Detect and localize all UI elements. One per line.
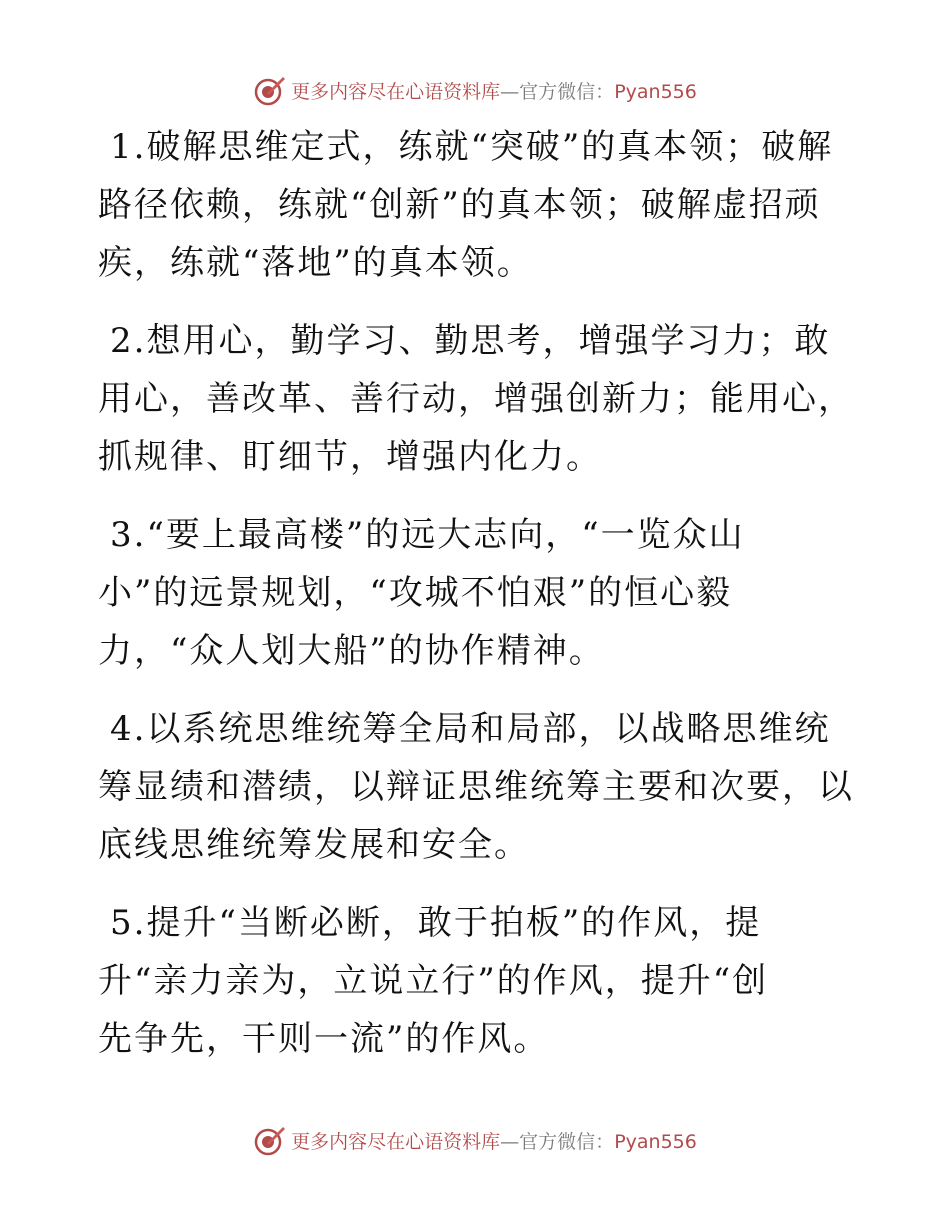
header-watermark [0,70,950,110]
paragraph-text: 以系统思维统筹全局和局部，以战略思维统筹显绩和潜绩，以辩证思维统筹主要和次要，以底线思维统筹发展和安全。 [98,709,854,865]
paragraph-2 [98,312,858,486]
paragraph-3 [98,506,788,680]
watermark-wechat-id: Pyan556 [614,1130,697,1153]
quill-logo-icon [253,73,287,107]
paragraph-number: 4. [110,709,147,749]
watermark-separator: — [500,80,520,103]
footer-watermark [0,1120,950,1160]
paragraph-5 [98,894,788,1068]
paragraph-text: “要上最高楼”的远大志向，“一览众山小”的远景规划，“攻城不怕艰”的恒心毅力，“众人划大船”的协作精神。 [98,515,745,671]
paragraph-number: 3. [110,515,147,555]
paragraph-text: 破解思维定式，练就“突破”的真本领；破解路径依赖，练就“创新”的真本领；破解虚招顽疾，练就“落地”的真本领。 [98,127,834,283]
paragraph-text: 提升“当断必断，敢于拍板”的作风，提升“亲力亲为，立说立行”的作风，提升“创先争先，干则一流”的作风。 [98,903,769,1059]
watermark-wechat-label: 官方微信： [519,1130,615,1153]
paragraph-number: 2. [110,321,147,361]
paragraph-text: 想用心，勤学习、勤思考，增强学习力；敢用心，善改革、善行动，增强创新力；能用心，抓规律、盯细节，增强内化力。 [98,321,854,477]
watermark-text [291,77,697,104]
paragraph-number: 1. [110,127,147,167]
watermark-main: 更多内容尽在心语资料库 [291,1130,501,1153]
watermark-wechat-label: 官方微信： [519,80,615,103]
paragraph-1 [98,118,858,292]
watermark-separator: — [500,1130,520,1153]
watermark-text [291,1127,697,1154]
paragraph-4 [98,700,858,874]
quill-logo-icon [253,1123,287,1157]
paragraph-number: 5. [110,903,147,943]
watermark-main: 更多内容尽在心语资料库 [291,80,501,103]
watermark-wechat-id: Pyan556 [614,80,697,103]
document-body [98,118,858,1088]
